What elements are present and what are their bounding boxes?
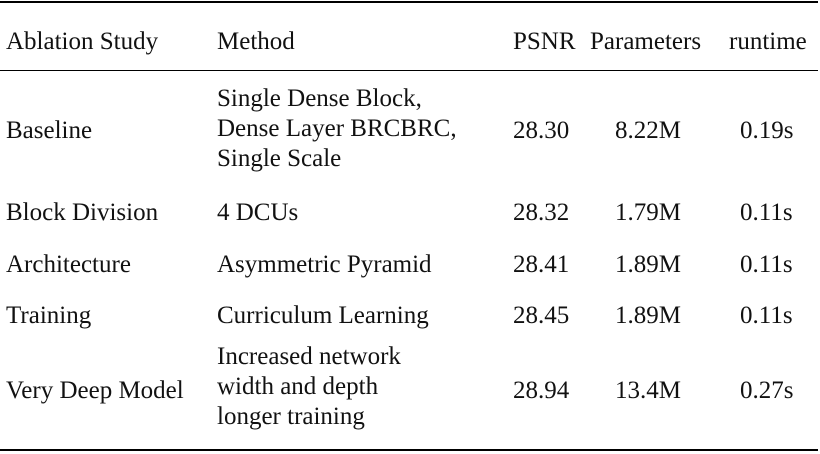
row-architecture-ablation: Architecture — [6, 251, 131, 278]
row-block-division-ablation: Block Division — [6, 199, 159, 226]
row-training-ablation: Training — [6, 302, 92, 329]
method-line: width and depth — [217, 373, 379, 400]
row-training-method: Curriculum Learning — [217, 302, 429, 329]
row-training-parameters: 1.89M — [615, 302, 681, 329]
method-line: Increased network — [217, 343, 401, 370]
table-top-rule — [0, 1, 818, 3]
row-very-deep-model-method — [217, 342, 401, 432]
row-block-division-parameters: 1.79M — [615, 199, 681, 226]
row-architecture-runtime: 0.11s — [740, 251, 793, 278]
row-training-psnr: 28.45 — [513, 302, 570, 329]
table-header-rule — [0, 70, 818, 71]
row-baseline-method — [217, 84, 457, 174]
row-baseline-runtime: 0.19s — [740, 117, 794, 144]
row-baseline-psnr: 28.30 — [513, 117, 570, 144]
row-training-runtime: 0.11s — [740, 302, 793, 329]
header-method: Method — [217, 28, 295, 55]
row-baseline-ablation: Baseline — [6, 117, 93, 144]
method-line: Dense Layer BRCBRC, — [217, 115, 457, 142]
row-architecture-parameters: 1.89M — [615, 251, 681, 278]
header-runtime: runtime — [729, 28, 807, 55]
table-bottom-rule — [0, 449, 818, 451]
header-psnr: PSNR — [513, 28, 576, 55]
method-line: longer training — [217, 403, 365, 430]
row-very-deep-model-parameters: 13.4M — [615, 377, 681, 404]
row-architecture-psnr: 28.41 — [513, 251, 570, 278]
method-line: Single Dense Block, — [217, 85, 422, 112]
row-very-deep-model-ablation: Very Deep Model — [6, 377, 184, 404]
header-ablation-study: Ablation Study — [6, 28, 159, 55]
method-line: Single Scale — [217, 145, 342, 172]
row-block-division-runtime: 0.11s — [740, 199, 793, 226]
row-baseline-parameters: 8.22M — [615, 117, 681, 144]
row-very-deep-model-runtime: 0.27s — [740, 377, 794, 404]
header-parameters: Parameters — [590, 28, 702, 55]
row-very-deep-model-psnr: 28.94 — [513, 377, 570, 404]
row-block-division-method: 4 DCUs — [217, 199, 299, 226]
row-architecture-method: Asymmetric Pyramid — [217, 251, 432, 278]
row-block-division-psnr: 28.32 — [513, 199, 570, 226]
